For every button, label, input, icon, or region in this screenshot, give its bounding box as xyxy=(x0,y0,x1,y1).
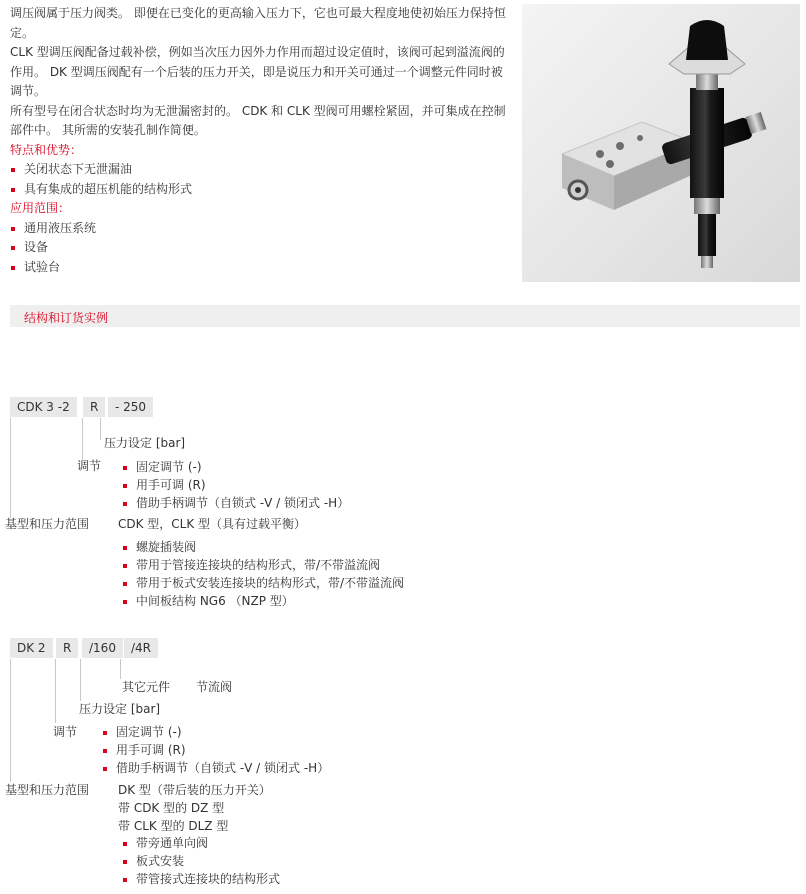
type-label: 基型和压力范围 xyxy=(5,517,90,531)
adjust-option: 借助手柄调节（自锁式 -V / 锁闭式 -H） xyxy=(102,759,329,777)
connector-line xyxy=(120,659,121,679)
adjust-label: 调节 xyxy=(53,725,78,739)
adjust-option: 固定调节 (-) xyxy=(102,723,329,741)
pressure-label: 压力设定 [bar] xyxy=(104,436,186,450)
connector-line xyxy=(10,418,11,518)
type-option: 带管接式连接块的结构形式 xyxy=(122,870,280,888)
adjust-option: 借助手柄调节（自锁式 -V / 锁闭式 -H） xyxy=(122,494,349,512)
code-box: DK 2 xyxy=(10,638,53,658)
code-box: R xyxy=(56,638,78,658)
valve-illustration xyxy=(522,4,800,282)
adjust-option: 用手可调 (R) xyxy=(122,476,349,494)
application-item: 设备 xyxy=(10,238,510,258)
feature-item: 具有集成的超压机能的结构形式 xyxy=(10,180,510,200)
type-option: 板式安装 xyxy=(122,852,280,870)
type-option: 中间板结构 NG6 （NZP 型） xyxy=(122,592,404,610)
connector-line xyxy=(82,418,83,460)
feature-item: 关闭状态下无泄漏油 xyxy=(10,160,510,180)
code-box: R xyxy=(83,397,105,417)
other-value: 节流阀 xyxy=(196,680,233,694)
adjust-option: 固定调节 (-) xyxy=(122,458,349,476)
code-box: /160 xyxy=(82,638,123,658)
type-option: 带用于板式安装连接块的结构形式，带/不带溢流阀 xyxy=(122,574,404,592)
other-label: 其它元件 xyxy=(122,680,171,694)
type-value: CDK 型，CLK 型（具有过载平衡） xyxy=(118,517,307,531)
type-line: 带 CLK 型的 DLZ 型 xyxy=(118,819,229,833)
code-box: /4R xyxy=(124,638,158,658)
pressure-label: 压力设定 [bar] xyxy=(79,702,161,716)
connector-line xyxy=(100,418,101,440)
intro-paragraph-2: CLK 型调压阀配备过载补偿，例如当次压力因外力作用而超过设定值时，该阀可起到溢流阀的作用。 DK 型调压阀配有一个后装的压力开关，即是说压力和开关可通过一个调整元件同时被调节。 xyxy=(10,45,505,98)
type-line: 带 CDK 型的 DZ 型 xyxy=(118,801,225,815)
connector-line xyxy=(55,659,56,723)
type-label: 基型和压力范围 xyxy=(5,783,90,797)
intro-paragraph-3: 所有型号在闭合状态时均为无泄漏密封的。 CDK 和 CLK 型阀可用螺栓紧固，并可集成在控制部件中。 其所需的安装孔制作简便。 xyxy=(10,103,506,137)
applications-title: 应用范围： xyxy=(10,201,71,215)
application-item: 试验台 xyxy=(10,258,510,278)
application-item: 通用液压系统 xyxy=(10,219,510,239)
adjust-label: 调节 xyxy=(77,459,102,473)
intro-paragraph-1: 调压阀属于压力阀类。 即便在已变化的更高输入压力下，它也可最大程度地使初始压力保持恒定。 xyxy=(10,6,506,40)
code-box: CDK 3 -2 xyxy=(10,397,77,417)
code-box: - 250 xyxy=(108,397,153,417)
type-option: 带旁通单向阀 xyxy=(122,834,280,852)
adjust-option: 用手可调 (R) xyxy=(102,741,329,759)
section-header xyxy=(10,305,800,327)
intro-text xyxy=(10,4,510,277)
connector-line xyxy=(10,659,11,782)
section-title: 结构和订货实例 xyxy=(24,311,109,325)
product-photo xyxy=(522,4,800,282)
connector-line xyxy=(80,659,81,701)
type-line: DK 型（带后装的压力开关） xyxy=(118,783,271,797)
features-title: 特点和优势： xyxy=(10,142,83,157)
type-option: 带用于管接连接块的结构形式，带/不带溢流阀 xyxy=(122,556,404,574)
type-option: 螺旋插装阀 xyxy=(122,538,404,556)
